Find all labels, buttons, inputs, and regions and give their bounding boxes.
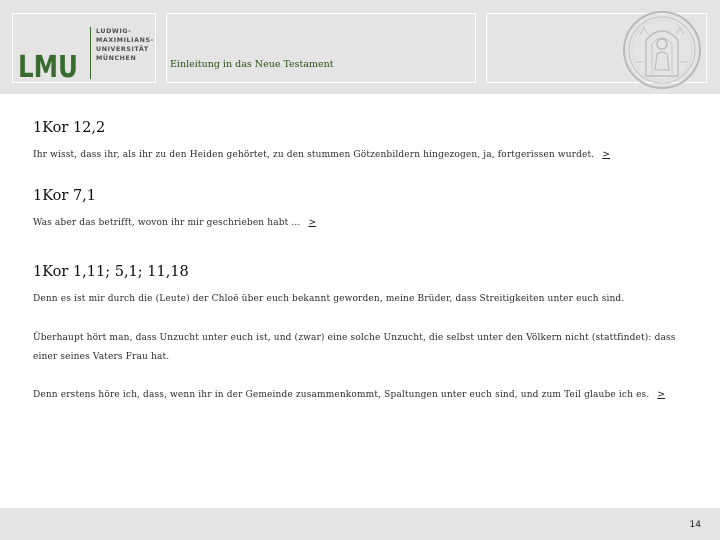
university-name: [96, 27, 156, 63]
lmu-logo: [12, 13, 156, 83]
university-seal-icon: [616, 10, 708, 90]
seal-panel: [486, 13, 707, 83]
section-text: [33, 214, 693, 233]
section-text: [33, 386, 693, 405]
slide-header: [0, 0, 720, 94]
university-name-line: UNIVERSITÄT: [96, 46, 149, 54]
next-link[interactable]: >: [308, 218, 317, 228]
paragraph-text: Denn erstens höre ich, dass, wenn ihr in der Gemeinde zusammenkommt, Spaltungen unter euch sind, und zum Teil glaube ich es.: [33, 390, 650, 400]
section-text: [33, 146, 693, 165]
section-heading: 1Kor 1,11; 5,1; 11,18: [33, 264, 189, 280]
section-text: [33, 290, 693, 309]
lmu-logo-letters: LMU: [18, 50, 78, 85]
next-link[interactable]: >: [657, 390, 666, 400]
course-title: Einleitung in das Neue Testament: [170, 59, 334, 70]
page-number: 14: [689, 520, 701, 530]
logo-divider: [90, 27, 91, 79]
slide-footer: [0, 508, 720, 540]
paragraph-text: Überhaupt hört man, dass Unzucht unter euch ist, und (zwar) eine solche Unzucht, die selbst unter den Völkern nicht (stattfindet): dass einer seines Vaters Frau hat.: [33, 333, 676, 362]
next-link[interactable]: >: [602, 150, 611, 160]
paragraph-text: Denn es ist mir durch die (Leute) der Chloë über euch bekannt geworden, meine Brüder, dass Streitigkeiten unter euch sind.: [33, 294, 625, 304]
university-name-line: MÜNCHEN: [96, 55, 137, 63]
section-text: [33, 329, 693, 367]
paragraph-text: Was aber das betrifft, wovon ihr mir geschrieben habt ...: [33, 218, 301, 228]
header-title-box: [166, 13, 476, 83]
lmu-logo-mark: [18, 50, 78, 85]
university-name-line: LUDWIG-: [96, 28, 132, 35]
section-heading: 1Kor 12,2: [33, 120, 106, 136]
paragraph-text: Ihr wisst, dass ihr, als ihr zu den Heiden gehörtet, zu den stummen Götzenbildern hingezogen, ja, fortgerissen wurdet.: [33, 150, 595, 160]
university-name-line: MAXIMILIANS-: [96, 37, 154, 45]
section-heading: 1Kor 7,1: [33, 188, 96, 204]
